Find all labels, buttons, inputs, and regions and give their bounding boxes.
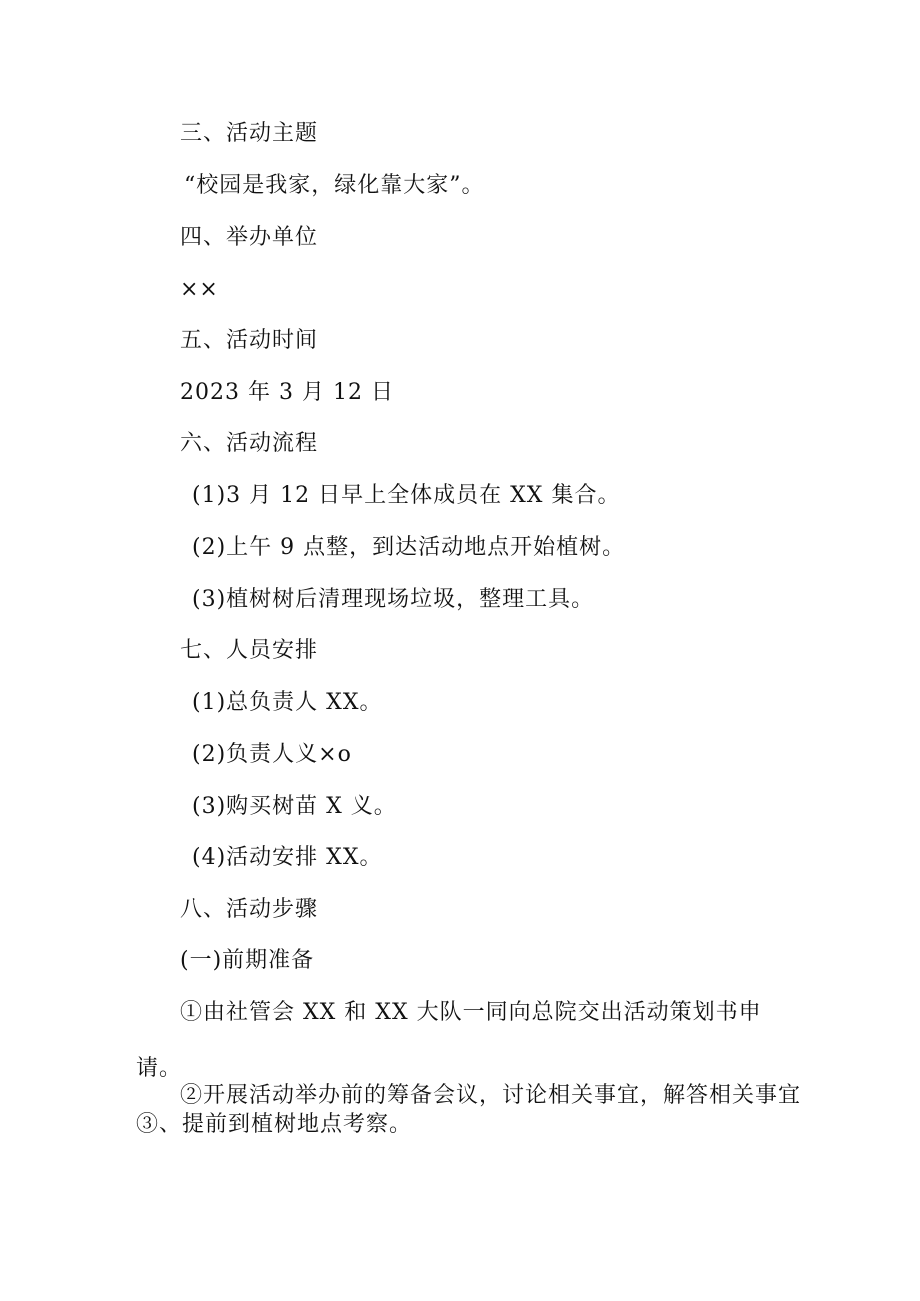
preparation-step-2: ②开展活动举办前的筹备会议，讨论相关事宜，解答相关事宜 — [180, 1083, 802, 1108]
staff-item-4: (4)活动安排 XX。 — [192, 845, 383, 870]
process-item-2: (2)上午 9 点整，到达活动地点开始植树。 — [192, 535, 626, 560]
heading-staff-arrangement: 七、人员安排 — [180, 638, 319, 663]
heading-activity-process: 六、活动流程 — [180, 431, 319, 456]
staff-item-2: (2)负责人义×o — [192, 742, 352, 767]
organizer-text: ×× — [180, 277, 219, 302]
activity-theme-text: “校园是我家，绿化靠大家”。 — [184, 173, 485, 198]
heading-activity-steps: 八、活动步骤 — [180, 897, 319, 922]
staff-item-1: (1)总负责人 XX。 — [192, 690, 383, 715]
staff-item-3: (3)购买树苗 X 义。 — [192, 794, 397, 819]
activity-time-text: 2023 年 3 月 12 日 — [180, 380, 394, 405]
heading-organizer: 四、举办单位 — [180, 225, 319, 250]
preparation-step-3: ③、提前到植树地点考察。 — [136, 1112, 413, 1137]
process-item-1: (1)3 月 12 日早上全体成员在 XX 集合。 — [192, 483, 621, 508]
preparation-step-1-cont: 请。 — [136, 1056, 183, 1081]
preparation-step-1: ①由社管会 XX 和 XX 大队一同向总院交出活动策划书申 — [180, 1000, 762, 1025]
process-item-3: (3)植树树后清理现场垃圾，整理工具。 — [192, 587, 595, 612]
heading-activity-time: 五、活动时间 — [180, 328, 319, 353]
subheading-preparation: (一)前期准备 — [180, 948, 315, 973]
heading-activity-theme: 三、活动主题 — [180, 121, 319, 146]
